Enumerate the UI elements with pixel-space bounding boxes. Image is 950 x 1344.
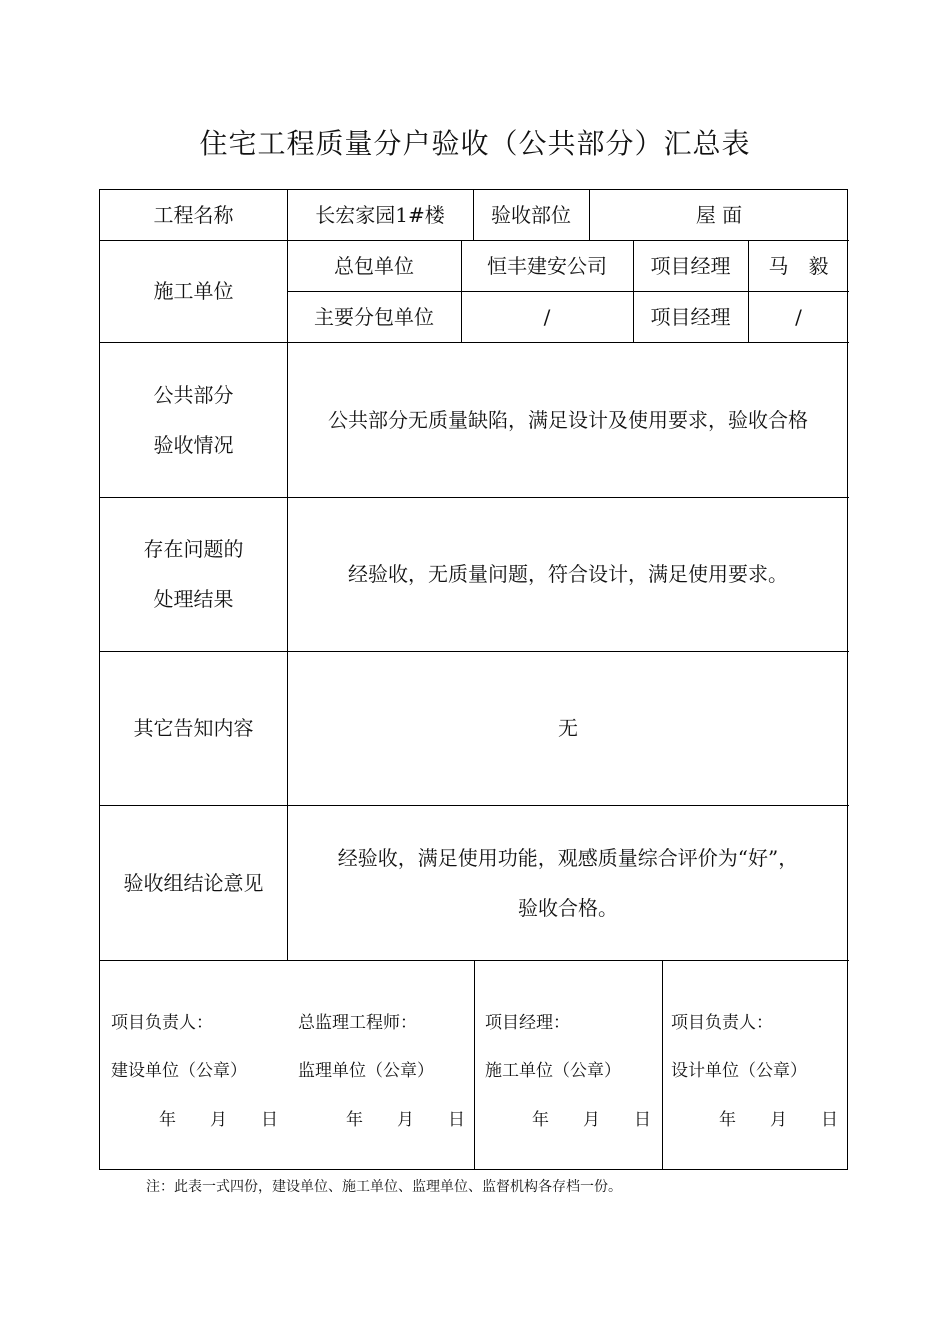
general-contractor-value: 恒丰建安公司 — [487, 253, 607, 278]
acceptance-part-label: 验收部位 — [491, 203, 571, 227]
signature-date-2: 年 月 日 — [346, 1110, 465, 1130]
sub-project-manager-value: / — [795, 304, 802, 329]
conclusion-line1: 经验收，满足使用功能，观感质量综合评价为“好”， — [337, 845, 799, 870]
project-name-label: 工程名称 — [153, 203, 234, 227]
subcontractor-value: / — [543, 304, 551, 329]
signature-date-4: 年 月 日 — [719, 1110, 838, 1130]
signature-role-4: 项目负责人： — [671, 1013, 773, 1033]
column-divider — [474, 960, 475, 1170]
project-manager-value: 马 毅 — [768, 253, 829, 278]
sub-project-manager-label: 项目经理 — [650, 304, 731, 329]
public-part-value: 公共部分无质量缺陷，满足设计及使用要求，验收合格 — [328, 407, 808, 432]
document-title: 住宅工程质量分户验收（公共部分）汇总表 — [199, 127, 751, 160]
other-info-value: 无 — [558, 716, 578, 740]
conclusion-label: 验收组结论意见 — [123, 870, 264, 895]
public-part-label — [100, 342, 287, 497]
signature-unit-3: 施工单位（公章） — [485, 1061, 621, 1081]
acceptance-part-value: 屋 面 — [695, 203, 743, 227]
issues-value: 经验收，无质量问题，符合设计，满足使用要求。 — [348, 562, 788, 586]
summary-table — [99, 189, 848, 1170]
conclusion-line2: 验收合格。 — [518, 895, 618, 920]
signature-unit-4: 设计单位（公章） — [671, 1061, 807, 1081]
issues-label-line2: 处理结果 — [153, 587, 234, 611]
issues-label — [100, 497, 287, 651]
general-contractor-label: 总包单位 — [334, 253, 414, 278]
project-name-value: 长宏家园1#楼 — [315, 203, 445, 227]
signature-date-3: 年 月 日 — [532, 1110, 651, 1130]
signature-role-3: 项目经理： — [485, 1013, 570, 1033]
public-part-label-line2: 验收情况 — [153, 432, 234, 457]
issues-label-line1: 存在问题的 — [143, 537, 244, 561]
signature-role-1: 项目负责人： — [111, 1013, 213, 1033]
project-manager-label: 项目经理 — [650, 253, 731, 278]
conclusion-value — [287, 805, 849, 960]
footnote: 注：此表一式四份，建设单位、施工单位、监理单位、监督机构各存档一份。 — [146, 1179, 622, 1195]
signature-role-2: 总监理工程师： — [298, 1013, 417, 1033]
construction-unit-label: 施工单位 — [153, 279, 234, 303]
signature-unit-2: 监理单位（公章） — [298, 1061, 434, 1081]
signature-unit-1: 建设单位（公章） — [111, 1061, 247, 1081]
column-divider — [662, 960, 663, 1170]
signature-date-1: 年 月 日 — [159, 1110, 278, 1130]
subcontractor-label: 主要分包单位 — [314, 304, 434, 329]
public-part-label-line1: 公共部分 — [153, 382, 234, 407]
other-info-label: 其它告知内容 — [133, 716, 254, 740]
